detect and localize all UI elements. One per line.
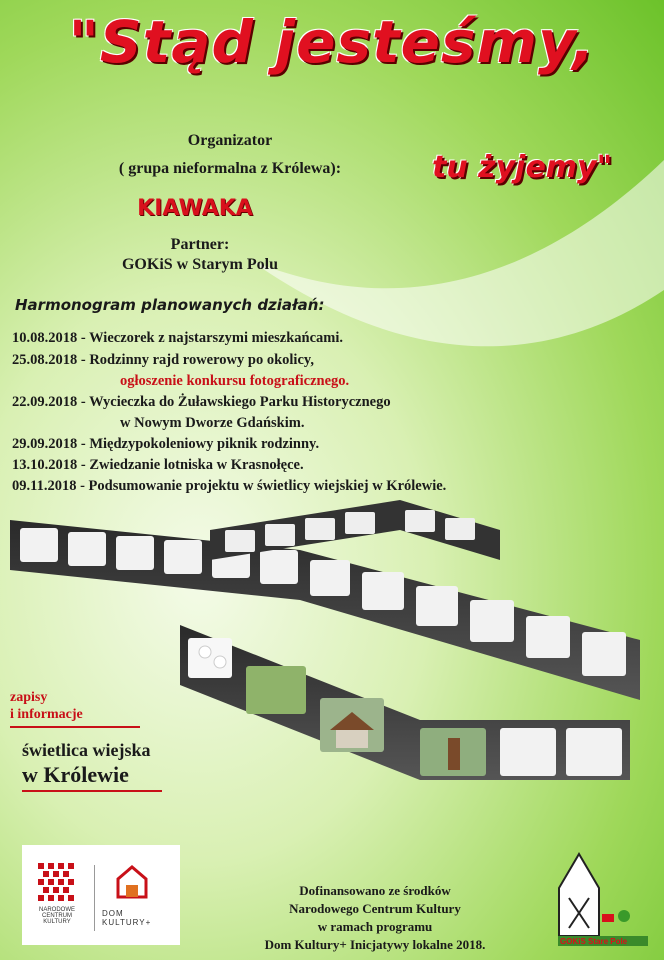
sponsor-logos	[22, 845, 180, 945]
funding-note	[230, 882, 520, 954]
partner-label: Partner:	[170, 236, 230, 253]
dk-logo-icon	[112, 863, 152, 899]
nck-logo-text: NARODOWE CENTRUM KULTURY	[39, 907, 75, 925]
schedule-row-note: w Nowym Dworze Gdańskim.	[120, 415, 305, 431]
schedule-row: 10.08.2018 - Wieczorek z najstarszymi mieszkańcami.	[12, 330, 344, 346]
gokis-logo-text: GOKiS Stare Pole	[560, 937, 628, 946]
place-line-1: świetlica wiejska	[22, 740, 151, 760]
poster-subtitle: tu żyjemy"	[432, 150, 613, 185]
logo-divider	[94, 865, 95, 931]
schedule-row: 25.08.2018 - Rodzinny rajd rowerowy po okolicy,	[12, 352, 314, 368]
funding-line: Dofinansowano ze środków	[299, 883, 451, 898]
gokis-logo	[544, 848, 654, 948]
place-line-2: w Królewie	[22, 762, 129, 787]
schedule-heading: Harmonogram planowanych działań:	[15, 296, 325, 314]
funding-line: Narodowego Centrum Kultury	[289, 901, 461, 916]
schedule-row: 22.09.2018 - Wycieczka do Żuławskiego Parku Historycznego	[12, 394, 391, 410]
poster-title: "Stąd jesteśmy,	[68, 8, 596, 76]
schedule-row: 09.11.2018 - Podsumowanie projektu w świetlicy wiejskiej w Królewie.	[12, 478, 447, 494]
organizer-group: ( grupa nieformalna z Królewa):	[118, 160, 342, 177]
dk-logo-text: DOM KULTURY+	[102, 909, 152, 927]
divider	[22, 790, 162, 792]
funding-line: w ramach programu	[317, 919, 433, 934]
info-line-2: i informacje	[10, 707, 83, 722]
divider	[10, 726, 140, 728]
info-line-1: zapisy	[10, 690, 48, 705]
organizer-name: KIAWAKA	[137, 196, 253, 221]
schedule-row: 13.10.2018 - Zwiedzanie lotniska w Krasnołęce.	[12, 457, 304, 473]
schedule-row-note: ogłoszenie konkursu fotograficznego.	[120, 373, 350, 389]
funding-line: Dom Kultury+ Inicjatywy lokalne 2018.	[264, 937, 486, 952]
schedule-row: 29.09.2018 - Międzypokoleniowy piknik rodzinny.	[12, 436, 320, 452]
organizer-label: Organizator	[187, 132, 273, 149]
partner-name: GOKiS w Starym Polu	[121, 256, 278, 273]
nck-logo-icon	[36, 863, 76, 903]
